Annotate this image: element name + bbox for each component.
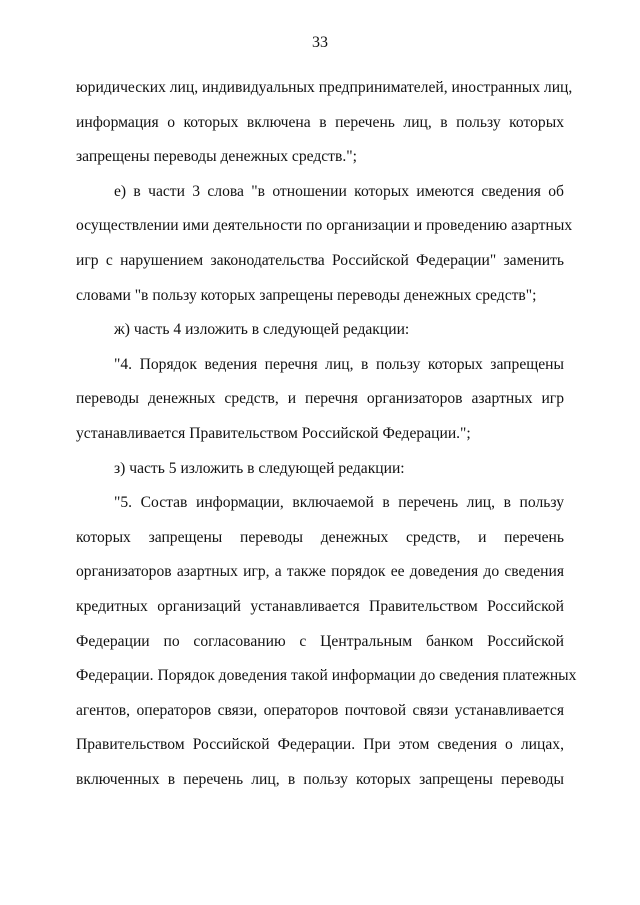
text-line: запрещены переводы денежных средств."; bbox=[76, 148, 357, 166]
text-line: устанавливается Правительством Российской Федерации."; bbox=[76, 424, 471, 442]
text-line: осуществлении ими деятельности по организации и проведению азартных bbox=[76, 217, 573, 235]
text-line: "5. Состав информации, включаемой в перечень лиц, в пользу bbox=[114, 494, 564, 512]
text-line: словами "в пользу которых запрещены переводы денежных средств"; bbox=[76, 286, 537, 304]
text-line: ж) часть 4 изложить в следующей редакции: bbox=[114, 321, 410, 339]
text-line: агентов, операторов связи, операторов почтовой связи устанавливается bbox=[76, 701, 564, 719]
text-line: "4. Порядок ведения перечня лиц, в пользу которых запрещены bbox=[114, 355, 564, 373]
text-line: переводы денежных средств, и перечня организаторов азартных игр bbox=[76, 390, 564, 408]
text-line: кредитных организаций устанавливается Правительством Российской bbox=[76, 597, 564, 615]
page-number: 33 bbox=[312, 34, 328, 51]
text-line: Правительством Российской Федерации. При этом сведения о лицах, bbox=[76, 736, 564, 754]
text-line: включенных в перечень лиц, в пользу которых запрещены переводы bbox=[76, 770, 564, 788]
text-line: которых запрещены переводы денежных средств, и перечень bbox=[76, 528, 564, 546]
text-line: з) часть 5 изложить в следующей редакции: bbox=[114, 459, 405, 477]
text-line: юридических лиц, индивидуальных предпринимателей, иностранных лиц, bbox=[76, 79, 573, 96]
body-text bbox=[76, 71, 577, 797]
text-line: Федерации по согласованию с Центральным банком Российской bbox=[76, 632, 564, 650]
text-line: е) в части 3 слова "в отношении которых имеются сведения об bbox=[114, 182, 564, 200]
text-line: Федерации. Порядок доведения такой информации до сведения платежных bbox=[76, 667, 577, 685]
text-line: организаторов азартных игр, а также порядок ее доведения до сведения bbox=[76, 563, 564, 581]
text-line: информация о которых включена в перечень лиц, в пользу которых bbox=[76, 113, 564, 131]
text-line: игр с нарушением законодательства Российской Федерации" заменить bbox=[76, 251, 564, 269]
